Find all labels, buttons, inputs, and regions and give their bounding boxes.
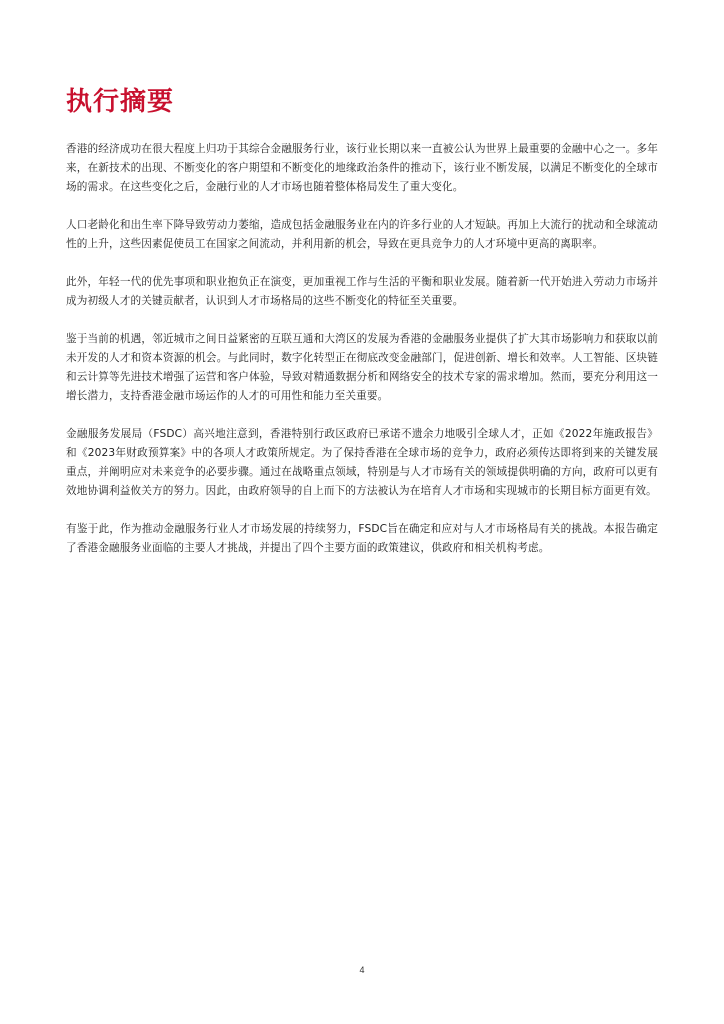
paragraph-2: 人口老龄化和出生率下降导致劳动力萎缩，造成包括金融服务业在内的许多行业的人才短缺。再加上大流行的扰动和全球流动性的上升，这些因素促使员工在国家之间流动，并利用新的机会，导致在更具竞争力的人才环境中更高的离职率。 — [66, 219, 658, 250]
paragraph-1: 香港的经济成功在很大程度上归功于其综合金融服务行业，该行业长期以来一直被公认为世界上最重要的金融中心之一。多年来，在新技术的出现、不断变化的客户期望和不断变化的地缘政治条件的推动下，该行业不断发展，以满足不断变化的全球市场的需求。在这些变化之后，金融行业的人才市场也随着整体格局发生了重大变化。 — [66, 143, 658, 193]
document-body — [66, 140, 658, 577]
paragraph-5: 金融服务发展局（FSDC）高兴地注意到，香港特别行政区政府已承诺不遗余力地吸引全球人才，正如《2022年施政报告》和《2023年财政预算案》中的各项人才政策所规定。为了保持香港在全球市场的竞争力，政府必须传达即将到来的关键发展重点，并阐明应对未来竞争的必要步骤。通过在战略重点领域，特别是与人才市场有关的领域提供明确的方向，政府可以更有效地协调利益攸关方的努力。因此，由政府领导的自上而下的方法被认为在培育人才市场和实现城市的长期目标方面更有效。 — [66, 428, 658, 497]
page-number: 4 — [359, 965, 365, 975]
page-title: 执行摘要 — [66, 87, 175, 117]
paragraph-4: 鉴于当前的机遇，邻近城市之间日益紧密的互联互通和大湾区的发展为香港的金融服务业提供了扩大其市场影响力和获取以前未开发的人才和资本资源的机会。与此同时，数字化转型正在彻底改变金融部门，促进创新、增长和效率。人工智能、区块链和云计算等先进技术增强了运营和客户体验，导致对精通数据分析和网络安全的技术专家的需求增加。然而，要充分利用这一增长潜力，支持香港金融市场运作的人才的可用性和能力至关重要。 — [66, 333, 658, 402]
paragraph-6: 有鉴于此，作为推动金融服务行业人才市场发展的持续努力，FSDC旨在确定和应对与人才市场格局有关的挑战。本报告确定了香港金融服务业面临的主要人才挑战，并提出了四个主要方面的政策建议，供政府和相关机构考虑。 — [66, 523, 658, 554]
paragraph-3: 此外，年轻一代的优先事项和职业抱负正在演变，更加重视工作与生活的平衡和职业发展。随着新一代开始进入劳动力市场并成为初级人才的关键贡献者，认识到人才市场格局的这些不断变化的特征至关重要。 — [66, 276, 658, 307]
